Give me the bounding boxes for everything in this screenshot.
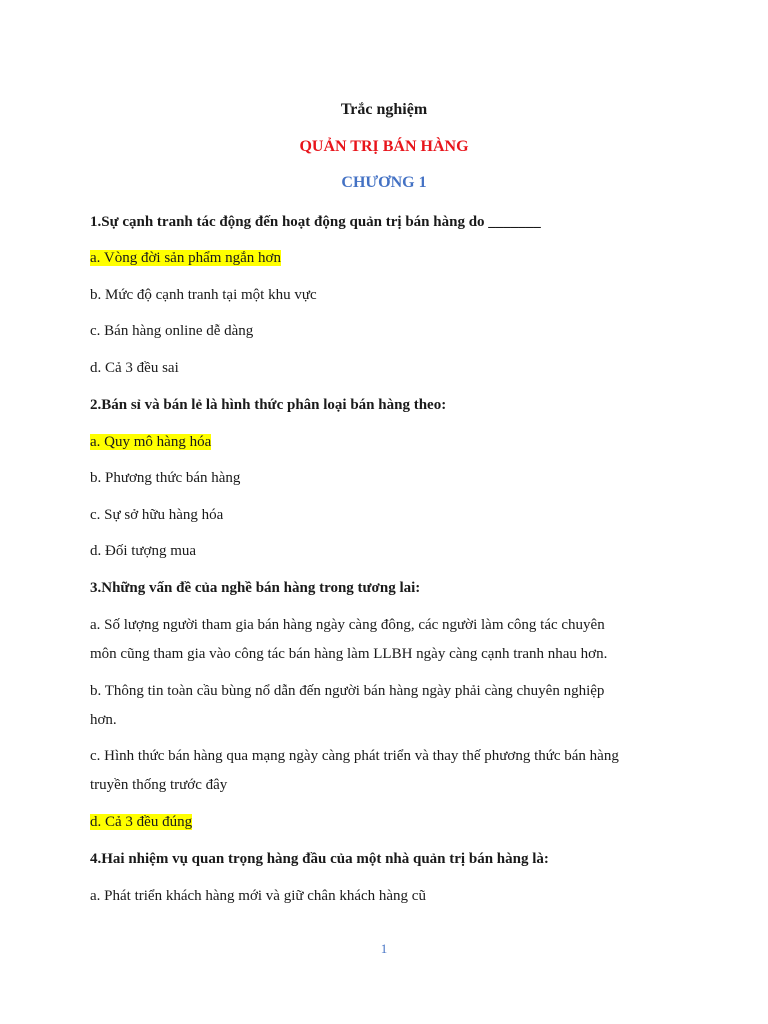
answer-option: d. Đối tượng mua xyxy=(90,543,197,559)
answer-option: d. Cả 3 đều sai xyxy=(90,360,179,376)
correct-answer-highlight: a. Vòng đời sản phẩm ngắn hơn xyxy=(90,250,281,266)
correct-answer-highlight: d. Cả 3 đều đúng xyxy=(90,814,193,830)
document-title: Trắc nghiệm xyxy=(340,101,428,118)
answer-option: b. Phương thức bán hàng xyxy=(90,470,241,486)
answer-option: b. Mức độ cạnh tranh tại một khu vực xyxy=(90,287,317,303)
answer-option: c. Bán hàng online dễ dàng xyxy=(90,323,254,339)
answer-option xyxy=(90,249,281,267)
chapter-heading: CHƯƠNG 1 xyxy=(341,174,427,191)
answer-option: a. Số lượng người tham gia bán hàng ngày càng đông, các người làm công tác chuyên xyxy=(90,617,605,633)
answer-option: a. Phát triển khách hàng mới và giữ chân khách hàng cũ xyxy=(90,888,426,904)
correct-answer-highlight: a. Quy mô hàng hóa xyxy=(90,434,212,450)
answer-option: b. Thông tin toàn cầu bùng nổ dẫn đến người bán hàng ngày phải càng chuyên nghiệp xyxy=(90,683,605,699)
subject-heading: QUẢN TRỊ BÁN HÀNG xyxy=(299,138,469,155)
answer-option-continued: truyền thống trước đây xyxy=(90,777,228,793)
question-1: 1.Sự cạnh tranh tác động đến hoạt động quản trị bán hàng do _______ xyxy=(90,214,541,230)
answer-option: c. Hình thức bán hàng qua mạng ngày càng phát triển và thay thế phương thức bán hàng xyxy=(90,748,619,764)
page-number: 1 xyxy=(380,941,388,956)
answer-option-continued: hơn. xyxy=(90,712,117,728)
answer-option xyxy=(90,433,211,451)
question-2: 2.Bán sỉ và bán lẻ là hình thức phân loại bán hàng theo: xyxy=(90,397,447,413)
question-3: 3.Những vấn đề của nghề bán hàng trong tương lai: xyxy=(90,580,421,596)
answer-option-continued: môn cũng tham gia vào công tác bán hàng làm LLBH ngày càng cạnh tranh nhau hơn. xyxy=(90,646,608,662)
answer-option: c. Sự sở hữu hàng hóa xyxy=(90,507,224,523)
question-4: 4.Hai nhiệm vụ quan trọng hàng đầu của một nhà quản trị bán hàng là: xyxy=(90,851,549,867)
answer-option xyxy=(90,813,192,831)
